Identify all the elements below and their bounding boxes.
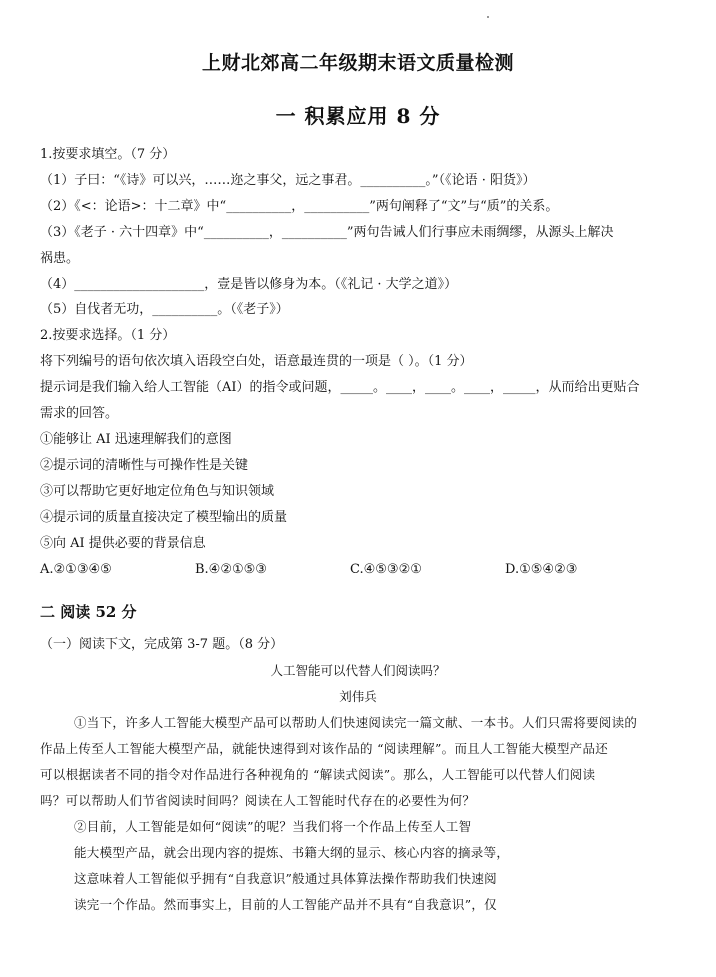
q2-statement-3: ③可以帮助它更好地定位角色与知识领域 (40, 484, 275, 499)
q2-choices (40, 561, 680, 579)
q2-statement-2: ②提示词的清晰性与可操作性是关键 (40, 458, 249, 473)
article-line-3: 可以根据读者不同的指令对作品进行各种视角的 “解读式阅读”。那么，人工智能可以代替人们阅读 (40, 767, 596, 782)
q2-instruction: 将下列编号的语句依次填入语段空白处，语意最连贯的一项是（ ）。（1 分） (40, 354, 473, 369)
article-line-6: 能大模型产品，就会出现内容的提炼、书籍大纲的显示、核心内容的摘录等， (74, 845, 510, 860)
q1-item-3-cont: 祸患。 (40, 251, 80, 266)
choice-b[interactable]: B.④②①⑤③ (195, 562, 267, 577)
q1-item-1: （1）子曰：“《诗》可以兴，……迩之事父，远之事君。__________。”（《论语 · 阳货》） (40, 173, 536, 188)
q1-stem: 1.按要求填空。（7 分） (40, 147, 176, 162)
article-line-2: 作品上传至人工智能大模型产品，就能快速得到对该作品的 “阅读理解”。而且人工智能大模型产品还 (40, 741, 609, 756)
q1-item-5: （5）自伐者无功，__________。（《老子》） (40, 302, 289, 317)
q2-passage-line-1: 提示词是我们输入给人工智能（AI）的指令或问题，_____。____，____。____，_____，从而给出更贴合 (40, 380, 640, 395)
q2-statement-1: ①能够让 AI 迅速理解我们的意图 (40, 432, 232, 447)
q2-statement-4: ④提示词的质量直接决定了模型输出的质量 (40, 510, 288, 525)
article-title: 人工智能可以代替人们阅读吗？ (270, 663, 446, 678)
article-line-5: ②目前，人工智能是如何“阅读”的呢？当我们将一个作品上传至人工智 (74, 819, 472, 834)
section-1-heading: 一 积累应用 8 分 (275, 104, 441, 128)
q1-item-3: （3）《老子 · 六十四章》中“__________，__________”两句告诫人们行事应未雨绸缪，从源头上解决 (40, 225, 614, 240)
choice-a[interactable]: A.②①③④⑤ (40, 562, 112, 577)
choice-d[interactable]: D.①⑤④②③ (505, 562, 578, 577)
scan-dot (487, 16, 489, 18)
q2-passage-line-2: 需求的回答。 (40, 406, 119, 421)
article-author: 刘伟兵 (339, 689, 377, 704)
q2-stem: 2.按要求选择。（1 分） (40, 328, 176, 343)
reading-subheading: （一）阅读下文，完成第 3-7 题。（8 分） (40, 637, 284, 652)
section-2-heading: 二 阅读 52 分 (40, 603, 137, 621)
exam-title: 上财北郊高二年级期末语文质量检测 (201, 52, 514, 74)
article-line-7: 这意味着人工智能似乎拥有“自我意识”般通过具体算法操作帮助我们快速阅 (74, 871, 497, 886)
q2-statement-5: ⑤向 AI 提供必要的背景信息 (40, 536, 206, 551)
q1-item-2: （2）《<：论语>：十二章》中“__________，__________”两句阐释了“文”与“质”的关系。 (40, 199, 559, 214)
q1-item-4: （4）____________________，壹是皆以修身为本。（《礼记 · 大学之道》） (40, 277, 458, 292)
article-line-8: 读完一个作品。然而事实上，目前的人工智能产品并不具有“自我意识”，仅 (74, 897, 497, 912)
article-line-4: 吗？可以帮助人们节省阅读时间吗？阅读在人工智能时代存在的必要性为何？ (40, 793, 476, 808)
choice-c[interactable]: C.④⑤③②① (350, 562, 422, 577)
article-line-1: ①当下，许多人工智能大模型产品可以帮助人们快速阅读完一篇文献、一本书。人们只需将要阅读的 (74, 715, 638, 730)
